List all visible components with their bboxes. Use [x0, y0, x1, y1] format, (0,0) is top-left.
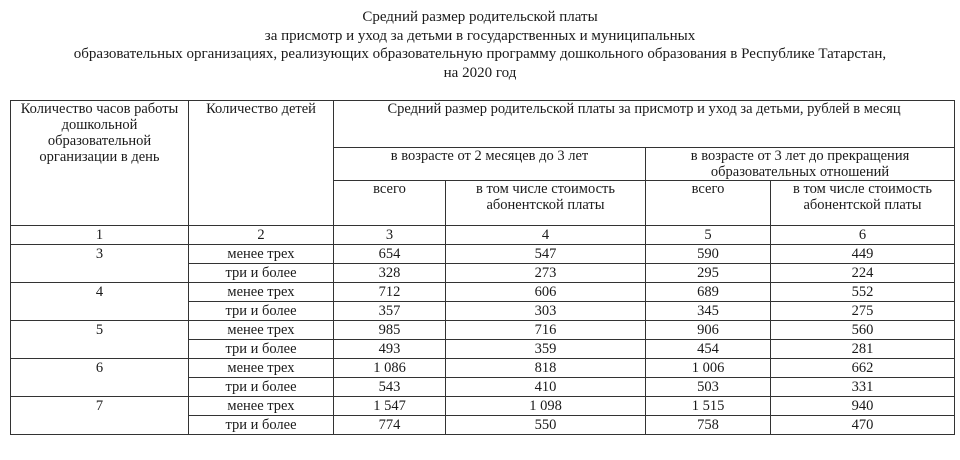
value-cell: 493 — [334, 340, 446, 359]
column-number: 5 — [646, 226, 771, 245]
header-total-2: всего — [646, 181, 771, 226]
value-cell: 662 — [771, 359, 955, 378]
children-cell: менее трех — [189, 359, 334, 378]
value-cell: 275 — [771, 302, 955, 321]
value-cell: 689 — [646, 283, 771, 302]
children-cell: менее трех — [189, 283, 334, 302]
header-total-1: всего — [334, 181, 446, 226]
value-cell: 774 — [334, 416, 446, 435]
value-cell: 410 — [446, 378, 646, 397]
document-title — [0, 8, 960, 82]
column-number: 3 — [334, 226, 446, 245]
children-cell: менее трех — [189, 397, 334, 416]
table-row — [11, 397, 955, 416]
children-cell: три и более — [189, 264, 334, 283]
column-number: 2 — [189, 226, 334, 245]
header-age-group-2: в возрасте от 3 лет до прекращения образовательных отношений — [646, 148, 955, 181]
value-cell: 712 — [334, 283, 446, 302]
table-row — [11, 283, 955, 302]
table-row — [11, 359, 955, 378]
value-cell: 550 — [446, 416, 646, 435]
value-cell: 552 — [771, 283, 955, 302]
value-cell: 606 — [446, 283, 646, 302]
children-cell: три и более — [189, 416, 334, 435]
value-cell: 470 — [771, 416, 955, 435]
header-row — [11, 101, 955, 148]
value-cell: 818 — [446, 359, 646, 378]
header-age-group-1: в возрасте от 2 месяцев до 3 лет — [334, 148, 646, 181]
children-cell: три и более — [189, 302, 334, 321]
children-cell: три и более — [189, 340, 334, 359]
value-cell: 985 — [334, 321, 446, 340]
hours-cell: 7 — [11, 397, 189, 435]
header-children: Количество детей — [189, 101, 334, 226]
value-cell: 503 — [646, 378, 771, 397]
title-line-4: на 2020 год — [443, 64, 517, 81]
value-cell: 328 — [334, 264, 446, 283]
column-number: 1 — [11, 226, 189, 245]
value-cell: 273 — [446, 264, 646, 283]
value-cell: 331 — [771, 378, 955, 397]
value-cell: 449 — [771, 245, 955, 264]
value-cell: 716 — [446, 321, 646, 340]
value-cell: 654 — [334, 245, 446, 264]
value-cell: 560 — [771, 321, 955, 340]
title-line-1: Средний размер родительской платы — [362, 9, 598, 25]
column-number: 6 — [771, 226, 955, 245]
value-cell: 281 — [771, 340, 955, 359]
value-cell: 758 — [646, 416, 771, 435]
value-cell: 1 006 — [646, 359, 771, 378]
value-cell: 547 — [446, 245, 646, 264]
table-row — [11, 245, 955, 264]
value-cell: 357 — [334, 302, 446, 321]
value-cell: 345 — [646, 302, 771, 321]
value-cell: 940 — [771, 397, 955, 416]
header-subscription-2: в том числе стоимость абонентской платы — [771, 181, 955, 226]
hours-cell: 6 — [11, 359, 189, 397]
title-line-2: за присмотр и уход за детьми в государственных и муниципальных — [264, 27, 696, 44]
children-cell: менее трех — [189, 321, 334, 340]
children-cell: менее трех — [189, 245, 334, 264]
children-cell: три и более — [189, 378, 334, 397]
value-cell: 1 086 — [334, 359, 446, 378]
value-cell: 1 098 — [446, 397, 646, 416]
value-cell: 1 515 — [646, 397, 771, 416]
header-avg-fee: Средний размер родительской платы за присмотр и уход за детьми, рублей в месяц — [334, 101, 955, 148]
column-number-row — [11, 226, 955, 245]
table-row — [11, 321, 955, 340]
hours-cell: 5 — [11, 321, 189, 359]
value-cell: 224 — [771, 264, 955, 283]
header-subscription-1: в том числе стоимость абонентской платы — [446, 181, 646, 226]
value-cell: 906 — [646, 321, 771, 340]
value-cell: 1 547 — [334, 397, 446, 416]
fee-table — [10, 100, 955, 435]
value-cell: 590 — [646, 245, 771, 264]
value-cell: 303 — [446, 302, 646, 321]
header-hours: Количество часов работы дошкольной образовательной организации в день — [11, 101, 189, 226]
value-cell: 543 — [334, 378, 446, 397]
hours-cell: 3 — [11, 245, 189, 283]
value-cell: 454 — [646, 340, 771, 359]
value-cell: 295 — [646, 264, 771, 283]
title-line-3: образовательных организациях, реализующих образовательную программу дошкольного образования в Республике Татарстан, — [73, 46, 887, 62]
value-cell: 359 — [446, 340, 646, 359]
hours-cell: 4 — [11, 283, 189, 321]
column-number: 4 — [446, 226, 646, 245]
